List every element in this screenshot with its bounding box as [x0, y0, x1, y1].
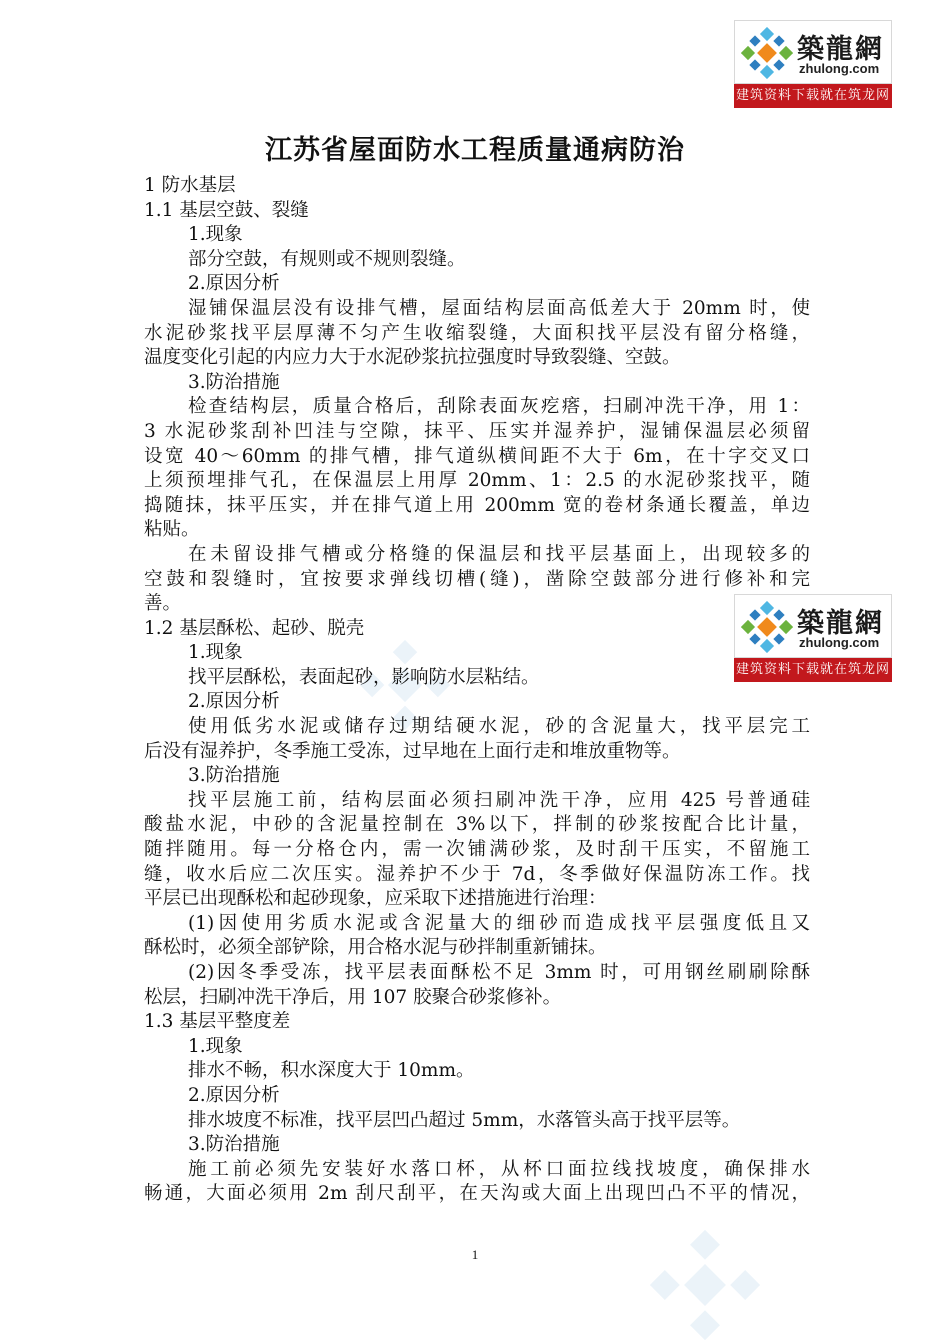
logo-domain: zhulong.com — [799, 61, 880, 76]
paragraph-line: 排水坡度不标准，找平层凹凸超过 5mm，水落管头高于找平层等。 — [188, 1109, 741, 1131]
subsection-heading: 1.2 基层酥松、起砂、脱壳 — [144, 617, 365, 639]
paragraph-line: 水泥砂浆找平层厚薄不匀产生收缩裂缝，大面积找平层没有留分格缝， — [144, 322, 810, 344]
paragraph-line: (2)因冬季受冻，找平层表面酥松不足 3mm 时，可用钢丝刷刷除酥 — [188, 962, 810, 983]
paragraph-line: 施工前必须先安装好水落口杯，从杯口面拉线找坡度，确保排水 — [188, 1158, 810, 1180]
paragraph-line: 酸盐水泥，中砂的含泥量控制在 3%以下，拌制的砂浆按配合比计量， — [144, 814, 810, 836]
item-heading: 1.现象 — [188, 642, 243, 664]
paragraph-line: 排水不畅，积水深度大于 10mm。 — [188, 1060, 475, 1082]
logo-brand: 築龍網 — [797, 608, 884, 639]
item-heading: 3.防治措施 — [188, 371, 280, 393]
paragraph-line: 找平层施工前，结构层面必须扫刷冲洗干净，应用 425 号普通硅 — [188, 789, 810, 811]
item-heading: 3.防治措施 — [188, 765, 280, 787]
section-heading: 1 防水基层 — [144, 175, 236, 196]
logo-slogan: 建筑资料下载就在筑龙网 — [734, 84, 892, 108]
item-heading: 1.现象 — [188, 224, 243, 246]
paragraph-line: 后没有湿养护，冬季施工受冻，过早地在上面行走和堆放重物等。 — [144, 740, 681, 762]
paragraph-line: 使用低劣水泥或储存过期结硬水泥，砂的含泥量大，找平层完工 — [188, 716, 810, 738]
item-heading: 2.原因分析 — [188, 1084, 280, 1106]
paragraph-line: 找平层酥松，表面起砂，影响防水层粘结。 — [188, 666, 540, 688]
logo-domain: zhulong.com — [799, 635, 880, 650]
logo-panel — [734, 20, 892, 84]
paragraph-line: 温度变化引起的内应力大于水泥砂浆抗拉强度时导致裂缝、空鼓。 — [144, 347, 681, 369]
logo-slogan: 建筑资料下载就在筑龙网 — [734, 658, 892, 682]
subsection-heading: 1.1 基层空鼓、裂缝 — [144, 199, 309, 221]
item-heading: 3.防治措施 — [188, 1134, 280, 1156]
paragraph-line: 粘贴。 — [144, 519, 200, 541]
item-heading: 2.原因分析 — [188, 273, 280, 295]
zhulong-logo-top — [734, 20, 892, 110]
paragraph-line: 平层已出现酥松和起砂现象，应采取下述措施进行治理： — [144, 888, 607, 910]
paragraph-line: 3 水泥砂浆刮补凹洼与空隙，抹平、压实并湿养护，湿铺保温层必须留 — [144, 420, 810, 442]
paragraph-line: 部分空鼓，有规则或不规则裂缝。 — [188, 248, 466, 270]
paragraph-line: 空鼓和裂缝时，宜按要求弹线切槽(缝)，凿除空鼓部分进行修补和完 — [144, 568, 810, 590]
paragraph-line: 随拌随用。每一分格仓内，需一次铺满砂浆，及时刮干压实，不留施工 — [144, 839, 810, 861]
paragraph-line: 在未留设排气槽或分格缝的保温层和找平层基面上，出现较多的 — [188, 543, 810, 565]
paragraph-line: 松层，扫刷冲洗干净后，用 107 胶聚合砂浆修补。 — [144, 986, 562, 1008]
paragraph-line: 设宽 40～60mm 的排气槽，排气道纵横间距不大于 6m，在十字交叉口 — [144, 445, 810, 467]
document-body — [144, 174, 810, 1207]
snowflake-logo-icon — [741, 27, 793, 79]
paragraph-line: 缝，收水后应二次压实。湿养护不少于 7d，冬季做好保温防冻工作。找 — [144, 863, 810, 885]
paragraph-line: 酥松时，必须全部铲除，用合格水泥与砂拌制重新铺抹。 — [144, 937, 607, 959]
paragraph-line: 上须预埋排气孔，在保温层上用厚 20mm、1：2.5 的水泥砂浆找平，随 — [144, 470, 810, 492]
document-title: 江苏省屋面防水工程质量通病防治 — [265, 135, 685, 166]
paragraph-line: 捣随抹，抹平压实，并在排气道上用 200mm 宽的卷材条通长覆盖，单边 — [144, 494, 810, 516]
page-number: 1 — [471, 1247, 479, 1262]
paragraph-line: 检查结构层，质量合格后，刮除表面灰疙瘩，扫刷冲洗干净，用 1： — [188, 396, 810, 418]
paragraph-line: 畅通，大面必须用 2m 刮尺刮平，在天沟或大面上出现凹凸不平的情况， — [144, 1183, 810, 1205]
logo-brand: 築龍網 — [797, 34, 884, 65]
paragraph-line: 善。 — [144, 593, 182, 615]
item-heading: 2.原因分析 — [188, 691, 280, 713]
paragraph-line: (1)因使用劣质水泥或含泥量大的细砂而造成找平层强度低且又 — [188, 912, 810, 934]
subsection-heading: 1.3 基层平整度差 — [144, 1011, 291, 1033]
item-heading: 1.现象 — [188, 1035, 243, 1057]
paragraph-line: 湿铺保温层没有设排气槽，屋面结构层面高低差大于 20mm 时，使 — [188, 297, 810, 319]
